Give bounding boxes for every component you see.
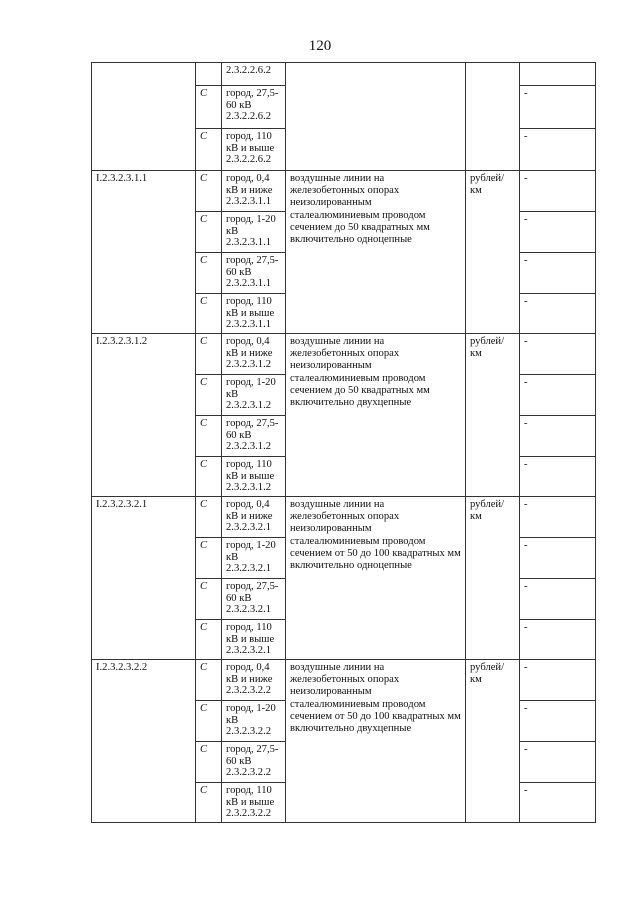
value-cell: - [520,294,596,334]
value-cell: - [520,579,596,620]
unit-cell: рублей/км [466,497,520,660]
value-cell: - [520,129,596,171]
letter-cell: С [196,457,222,497]
value-cell: - [520,742,596,783]
letter-cell [196,63,222,86]
table-row [92,334,596,375]
letter-cell: С [196,742,222,783]
table-row [92,63,596,86]
letter-cell: С [196,129,222,171]
sublabel-cell: город, 1-20 кВ 2.3.2.3.1.1 [222,212,286,253]
unit-cell: рублей/км [466,660,520,823]
sublabel-cell: город, 27,5-60 кВ 2.3.2.3.1.1 [222,253,286,294]
letter-cell: С [196,253,222,294]
sublabel-cell: город, 1-20 кВ 2.3.2.3.2.1 [222,538,286,579]
value-cell: - [520,538,596,579]
sublabel-cell: город, 110 кВ и выше 2.3.2.3.1.2 [222,457,286,497]
value-cell: - [520,171,596,212]
sublabel-cell: город, 0,4 кВ и ниже 2.3.2.3.1.1 [222,171,286,212]
code-cell: I.2.3.2.3.2.1 [92,497,196,660]
description-cell [286,63,466,171]
letter-cell: С [196,579,222,620]
value-cell: - [520,86,596,129]
page-number: 120 [308,38,332,54]
code-cell: I.2.3.2.3.2.2 [92,660,196,823]
sublabel-cell: город, 27,5-60 кВ 2.3.2.3.1.2 [222,416,286,457]
letter-cell: С [196,334,222,375]
unit-cell: рублей/км [466,334,520,497]
code-cell [92,63,196,171]
code-cell: I.2.3.2.3.1.1 [92,171,196,334]
sublabel-cell: город, 110 кВ и выше 2.3.2.2.6.2 [222,129,286,171]
tariff-table [91,62,596,823]
description-cell: воздушные линии на железобетонных опорах неизолированным сталеалюминиевым проводом сечением от 50 до 100 квадратных мм включительно двухцепные [286,660,466,823]
value-cell: - [520,660,596,701]
value-cell: - [520,701,596,742]
sublabel-cell: город, 110 кВ и выше 2.3.2.3.2.2 [222,783,286,823]
letter-cell: С [196,660,222,701]
sublabel-cell: город, 27,5-60 кВ 2.3.2.2.6.2 [222,86,286,129]
table-row [92,660,596,701]
letter-cell: С [196,294,222,334]
value-cell: - [520,334,596,375]
sublabel-cell: город, 0,4 кВ и ниже 2.3.2.3.2.1 [222,497,286,538]
description-cell: воздушные линии на железобетонных опорах неизолированным сталеалюминиевым проводом сечением от 50 до 100 квадратных мм включительно одноцепные [286,497,466,660]
value-cell: - [520,620,596,660]
value-cell: - [520,375,596,416]
value-cell [520,63,596,86]
value-cell: - [520,416,596,457]
value-cell: - [520,212,596,253]
letter-cell: С [196,701,222,742]
letter-cell: С [196,538,222,579]
table-row [92,171,596,212]
value-cell: - [520,783,596,823]
sublabel-cell: 2.3.2.2.6.2 [222,63,286,86]
value-cell: - [520,253,596,294]
letter-cell: С [196,212,222,253]
letter-cell: С [196,171,222,212]
letter-cell: С [196,375,222,416]
sublabel-cell: город, 0,4 кВ и ниже 2.3.2.3.1.2 [222,334,286,375]
letter-cell: С [196,86,222,129]
unit-cell: рублей/км [466,171,520,334]
tariff-table-body [92,63,596,823]
sublabel-cell: город, 110 кВ и выше 2.3.2.3.1.1 [222,294,286,334]
letter-cell: С [196,620,222,660]
table-row [92,497,596,538]
value-cell: - [520,457,596,497]
description-cell: воздушные линии на железобетонных опорах неизолированным сталеалюминиевым проводом сечением до 50 квадратных мм включительно одноцепные [286,171,466,334]
unit-cell [466,63,520,171]
code-cell: I.2.3.2.3.1.2 [92,334,196,497]
sublabel-cell: город, 110 кВ и выше 2.3.2.3.2.1 [222,620,286,660]
value-cell: - [520,497,596,538]
description-cell: воздушные линии на железобетонных опорах неизолированным сталеалюминиевым проводом сечением до 50 квадратных мм включительно двухцепные [286,334,466,497]
sublabel-cell: город, 1-20 кВ 2.3.2.3.2.2 [222,701,286,742]
sublabel-cell: город, 0,4 кВ и ниже 2.3.2.3.2.2 [222,660,286,701]
sublabel-cell: город, 27,5-60 кВ 2.3.2.3.2.2 [222,742,286,783]
sublabel-cell: город, 27,5-60 кВ 2.3.2.3.2.1 [222,579,286,620]
sublabel-cell: город, 1-20 кВ 2.3.2.3.1.2 [222,375,286,416]
letter-cell: С [196,497,222,538]
letter-cell: С [196,416,222,457]
letter-cell: С [196,783,222,823]
